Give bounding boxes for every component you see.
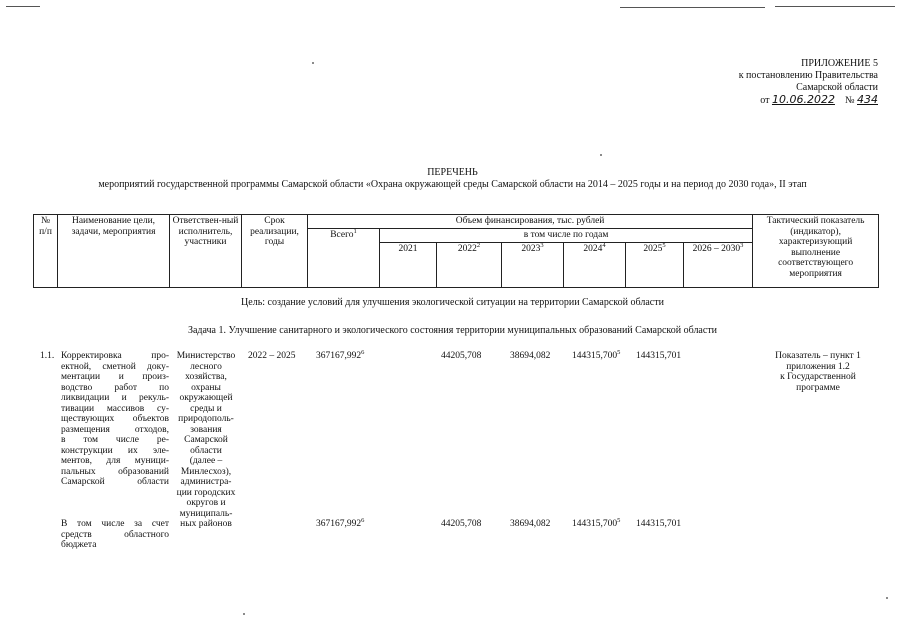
- appendix-line: к постановлению Правительства: [738, 70, 878, 81]
- indicator-line: Показатель – пункт 1: [775, 351, 861, 361]
- activity-name-line: ментации и произ-: [61, 372, 169, 382]
- budget-total-amount: 367167,992$^6$: [316, 516, 365, 529]
- executor-line: округов и: [186, 498, 226, 508]
- executor-line: зования: [190, 424, 222, 435]
- budget-subrow-name: [61, 519, 169, 551]
- activity-name-line: ществующих объектов: [61, 414, 169, 424]
- amount-2023: 38694,082: [510, 351, 551, 361]
- indicator-line: к Государственной: [780, 372, 856, 382]
- executor-line: области: [190, 445, 222, 456]
- scan-speck: [886, 597, 888, 599]
- col-header-year: 2023$^3$: [502, 243, 564, 288]
- scan-artifact: [6, 6, 40, 7]
- appendix-line: Самарской области: [796, 82, 878, 93]
- activity-name-line: Самарской области: [61, 477, 169, 487]
- funding-table-header: [33, 214, 879, 288]
- date-prefix: от: [760, 95, 770, 106]
- executor-line: (далее –: [189, 456, 223, 466]
- budget-amount-2023: 38694,082: [510, 519, 551, 529]
- indicator-line: программе: [796, 382, 840, 393]
- responsible-executor: [170, 351, 242, 530]
- executor-line: администра-: [180, 477, 232, 487]
- amount-2024: 144315,700$^5$: [572, 348, 621, 361]
- executor-line: ции городских: [176, 487, 236, 498]
- scan-artifact: [620, 7, 765, 8]
- col-header-total: Всего$^1$: [308, 229, 380, 288]
- budget-subrow-line: средств областного: [61, 529, 169, 540]
- activity-name-line: в том числе ре-: [61, 435, 169, 445]
- executor-line: Самарской: [184, 435, 228, 445]
- executor-line: муниципаль-: [179, 508, 233, 519]
- col-header-by-year: в том числе по годам: [380, 229, 753, 243]
- task-text: Задача 1. Улучшение санитарного и экологического состояния территории муниципальных образований Самарской области: [187, 325, 718, 336]
- col-header-indicator: Тактический показатель (индикатор), характеризующий выполнение соответствующего мероприятия: [753, 215, 879, 288]
- activity-name-line: пальных образований: [61, 466, 169, 477]
- title-heading: ПЕРЕЧЕНЬ: [427, 167, 478, 178]
- implementation-term: 2022 – 2025: [248, 351, 296, 361]
- indicator-line: приложения 1.2: [786, 361, 850, 372]
- budget-subrow-line: В том числе за счет: [61, 519, 169, 529]
- appendix-title: ПРИЛОЖЕНИЕ 5: [801, 58, 878, 69]
- appendix-header: [700, 58, 878, 107]
- scan-artifact: [775, 6, 895, 7]
- scan-speck: [600, 154, 602, 156]
- activity-name-line: размещения отходов,: [61, 424, 169, 435]
- col-header-executor: Ответствен-ный исполнитель, участники: [170, 215, 242, 288]
- scan-speck: [312, 62, 314, 64]
- number-prefix: №: [844, 95, 855, 106]
- col-header-year: 2026 – 2030$^3$: [684, 243, 753, 288]
- handwritten-date: 10.06.2022: [771, 93, 835, 106]
- budget-amount-2022: 44205,708: [441, 519, 482, 529]
- goal-text: Цель: создание условий для улучшения экологической ситуации на территории Самарской области: [241, 297, 664, 308]
- row-number: 1.1.: [40, 351, 55, 361]
- budget-subrow-line: бюджета: [61, 540, 97, 550]
- executor-line: природополь-: [178, 414, 234, 424]
- activity-name-line: ликвидации и рекуль-: [61, 393, 169, 403]
- executor-line: Министерство: [176, 351, 236, 361]
- col-header-name: Наименование цели, задачи, мероприятия: [58, 215, 170, 288]
- executor-line: среды и: [190, 403, 222, 414]
- handwritten-number: 434: [857, 93, 878, 106]
- executor-line: лесного: [190, 361, 222, 372]
- amount-2025: 144315,701: [636, 351, 682, 361]
- scan-speck: [243, 613, 245, 615]
- activity-name-line: конструкции их эле-: [61, 445, 169, 456]
- col-header-term: Срок реализации, годы: [242, 215, 308, 288]
- activity-name: [61, 351, 169, 488]
- budget-amount-2025: 144315,701: [636, 519, 682, 529]
- executor-line: окружающей: [179, 393, 233, 403]
- col-header-year: 2024$^4$: [564, 243, 626, 288]
- activity-name-line: Корректировка про-: [61, 351, 169, 361]
- executor-line: Минлесхоз),: [180, 466, 232, 477]
- executor-line: хозяйства,: [185, 372, 227, 382]
- tactical-indicator: [755, 351, 881, 393]
- col-header-year: 2025$^5$: [626, 243, 684, 288]
- activity-name-line: тивации массивов су-: [61, 403, 169, 414]
- executor-line: охраны: [191, 382, 221, 393]
- activity-name-line: ментов, для муници-: [61, 456, 169, 466]
- amount-2022: 44205,708: [441, 351, 482, 361]
- activity-name-line: ектной, сметной доку-: [61, 361, 169, 372]
- executor-line: ных районов: [180, 519, 232, 529]
- col-header-number: № п/п: [34, 215, 58, 288]
- title-subtitle: мероприятий государственной программы Самарской области «Охрана окружающей среды Самарской области на 2014 – 2025 годы и на период до 2030 года», II этап: [98, 179, 807, 190]
- activity-name-line: водство работ по: [61, 382, 169, 393]
- col-header-funding: Объем финансирования, тыс. рублей: [308, 215, 753, 229]
- col-header-year: 2021: [380, 243, 437, 288]
- appendix-date-line: [700, 94, 878, 107]
- document-title: [0, 167, 905, 191]
- col-header-year: 2022$^2$: [437, 243, 502, 288]
- total-amount: 367167,992$^6$: [316, 348, 365, 361]
- budget-amount-2024: 144315,700$^5$: [572, 516, 621, 529]
